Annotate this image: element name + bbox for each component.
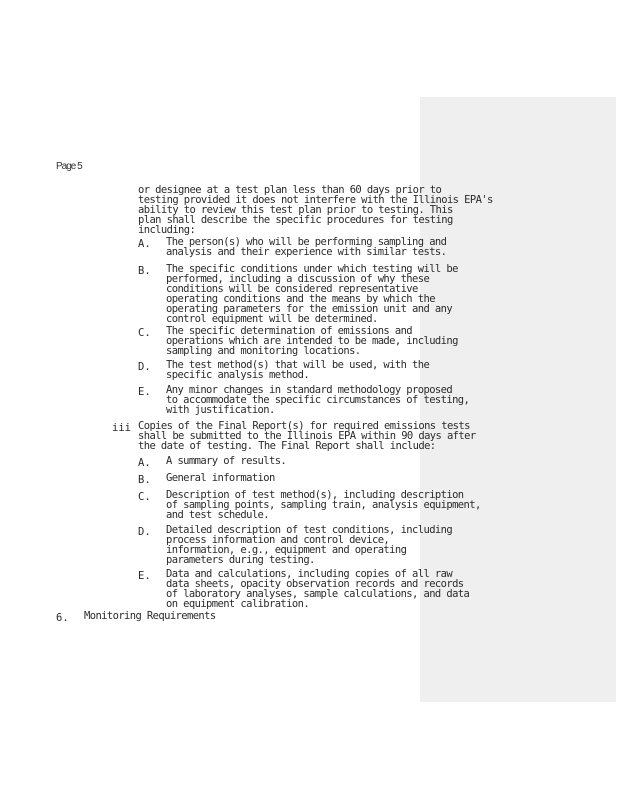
text-line: on equipment calibration. — [166, 598, 310, 610]
item-label: A. — [138, 457, 151, 469]
text-line: Copies of the Final Report(s) for required emissions tests — [138, 420, 470, 432]
page-number: Page 5 — [56, 161, 82, 172]
text-line: Data and calculations, including copies of all raw — [166, 568, 453, 580]
text-line: The specific determination of emissions and — [166, 325, 413, 337]
text-line: analysis and their experience with similar tests. — [166, 246, 447, 258]
text-line: information, e.g., equipment and operating — [166, 544, 407, 556]
item-label: B. — [138, 474, 151, 486]
item-label: C. — [138, 327, 151, 339]
text-line: specific analysis method. — [166, 369, 310, 381]
text-line: The test method(s) that will be used, with the — [166, 359, 430, 371]
text-line: operating conditions and the means by which the — [166, 293, 435, 305]
section-heading: Monitoring Requirements — [84, 610, 216, 622]
text-line: operations which are intended to be made, including — [166, 335, 458, 347]
text-line: Any minor changes in standard methodology proposed — [166, 384, 453, 396]
text-line: sampling and monitoring locations. — [166, 345, 361, 357]
text-line: the date of testing. The Final Report shall include: — [138, 440, 436, 452]
item-label: E. — [138, 386, 151, 398]
item-label: C. — [138, 491, 151, 503]
item-label: B. — [138, 265, 151, 277]
text-line: Description of test method(s), including description — [166, 489, 464, 501]
text-line: or designee at a test plan less than 60 days prior to — [138, 184, 442, 196]
text-line: control equipment will be determined. — [166, 313, 378, 325]
text-line: A summary of results. — [166, 455, 287, 467]
text-line: process information and control device, — [166, 534, 390, 546]
text-line: shall be submitted to the Illinois EPA within 90 days after — [138, 430, 476, 442]
item-label: A. — [138, 238, 151, 250]
text-line: with justification. — [166, 404, 275, 416]
item-label: D. — [138, 361, 151, 373]
text-line: The person(s) who will be performing sampling and — [166, 236, 447, 248]
item-label: E. — [138, 570, 151, 582]
text-line: plan shall describe the specific procedures for testing — [138, 214, 453, 226]
text-line: performed, including a discussion of why these — [166, 273, 430, 285]
text-line: of sampling points, sampling train, analysis equipment, — [166, 499, 481, 511]
item-label: iii — [112, 422, 131, 434]
text-line: data sheets, opacity observation records and records — [166, 578, 464, 590]
text-line: and test schedule. — [166, 509, 269, 521]
text-line: to accommodate the specific circumstances of testing, — [166, 394, 470, 406]
section-number: 6. — [56, 612, 69, 624]
text-line: ability to review this test plan prior to testing. This — [138, 204, 453, 216]
text-line: operating parameters for the emission unit and any — [166, 303, 453, 315]
text-line: conditions will be considered representative — [166, 283, 418, 295]
text-line: Detailed description of test conditions, including — [166, 524, 453, 536]
text-line: testing provided it does not interfere with the Illinois EPA's — [138, 194, 493, 206]
text-line: parameters during testing. — [166, 554, 315, 566]
text-line: The specific conditions under which testing will be — [166, 263, 458, 275]
text-line: General information — [166, 472, 275, 484]
text-line: including: — [138, 224, 196, 236]
item-label: D. — [138, 526, 151, 538]
text-line: of laboratory analyses, sample calculations, and data — [166, 588, 470, 600]
